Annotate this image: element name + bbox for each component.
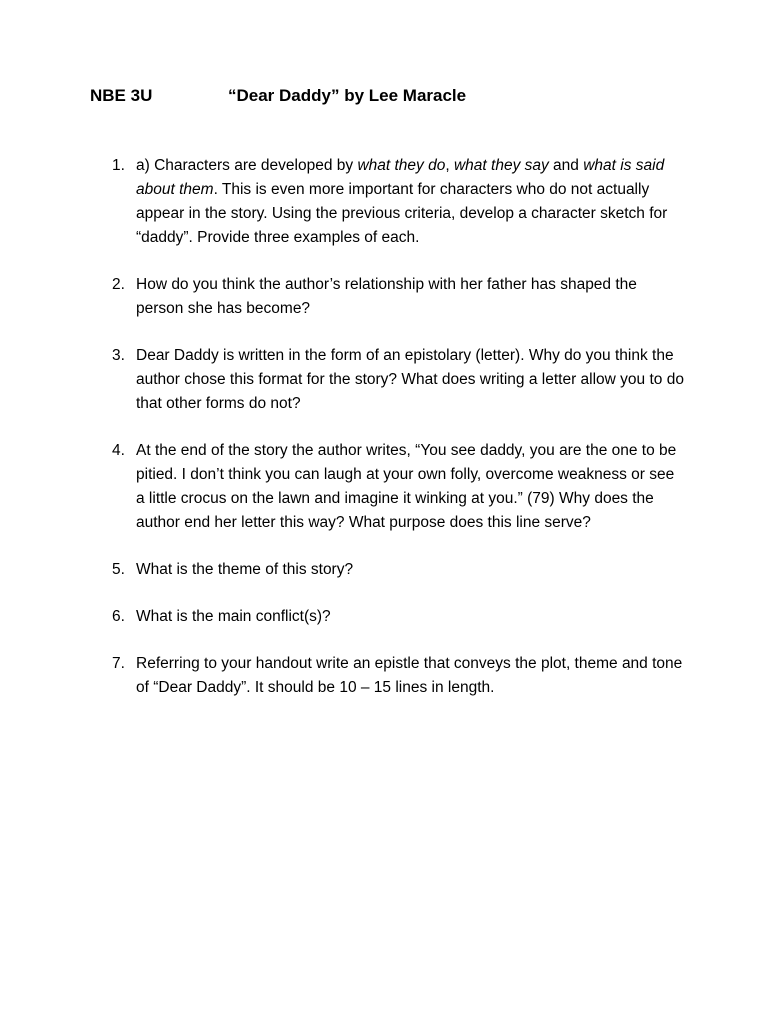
question-number: 5. — [112, 561, 125, 578]
question-7 — [0, 652, 684, 700]
question-6 — [0, 605, 684, 629]
question-text: Dear Daddy is written in the form of an epistolary (letter). Why do you think the author chose this format for the story? What does writing a letter allow you to do that other forms do not? — [136, 347, 684, 412]
question-number: 1. — [112, 157, 125, 174]
question-3 — [0, 344, 684, 416]
question-text: What is the main conflict(s)? — [136, 608, 331, 625]
question-text: At the end of the story the author writes, “You see daddy, you are the one to be pitied. I don’t think you can laugh at your own folly, overcome weakness or see a little crocus on the lawn and imagine it winking at you.” (79) Why does the author end her letter this way? What purpose does this line serve? — [136, 442, 677, 531]
question-text: What is the theme of this story? — [136, 561, 354, 578]
question-5 — [0, 558, 684, 582]
question-number: 6. — [112, 608, 125, 625]
question-text: a) Characters are developed by what they do, what they say and what is said about them. This is even more important for characters who do not actually appear in the story. Using the previous criteria, develop a character sketch for “daddy”. Provide three examples of each. — [136, 157, 668, 246]
document-header — [90, 86, 690, 110]
question-number: 3. — [112, 347, 125, 364]
course-code: NBE 3U — [90, 86, 153, 105]
question-number: 7. — [112, 655, 125, 672]
question-number: 2. — [112, 276, 125, 293]
question-number: 4. — [112, 442, 125, 459]
question-text: How do you think the author’s relationship with her father has shaped the person she has become? — [136, 276, 637, 317]
question-list — [0, 154, 768, 723]
document-title: “Dear Daddy” by Lee Maracle — [228, 86, 467, 105]
question-text: Referring to your handout write an epistle that conveys the plot, theme and tone of “Dear Daddy”. It should be 10 – 15 lines in length. — [136, 655, 683, 696]
question-1 — [0, 154, 684, 250]
question-4 — [0, 439, 684, 535]
question-2 — [0, 273, 684, 321]
